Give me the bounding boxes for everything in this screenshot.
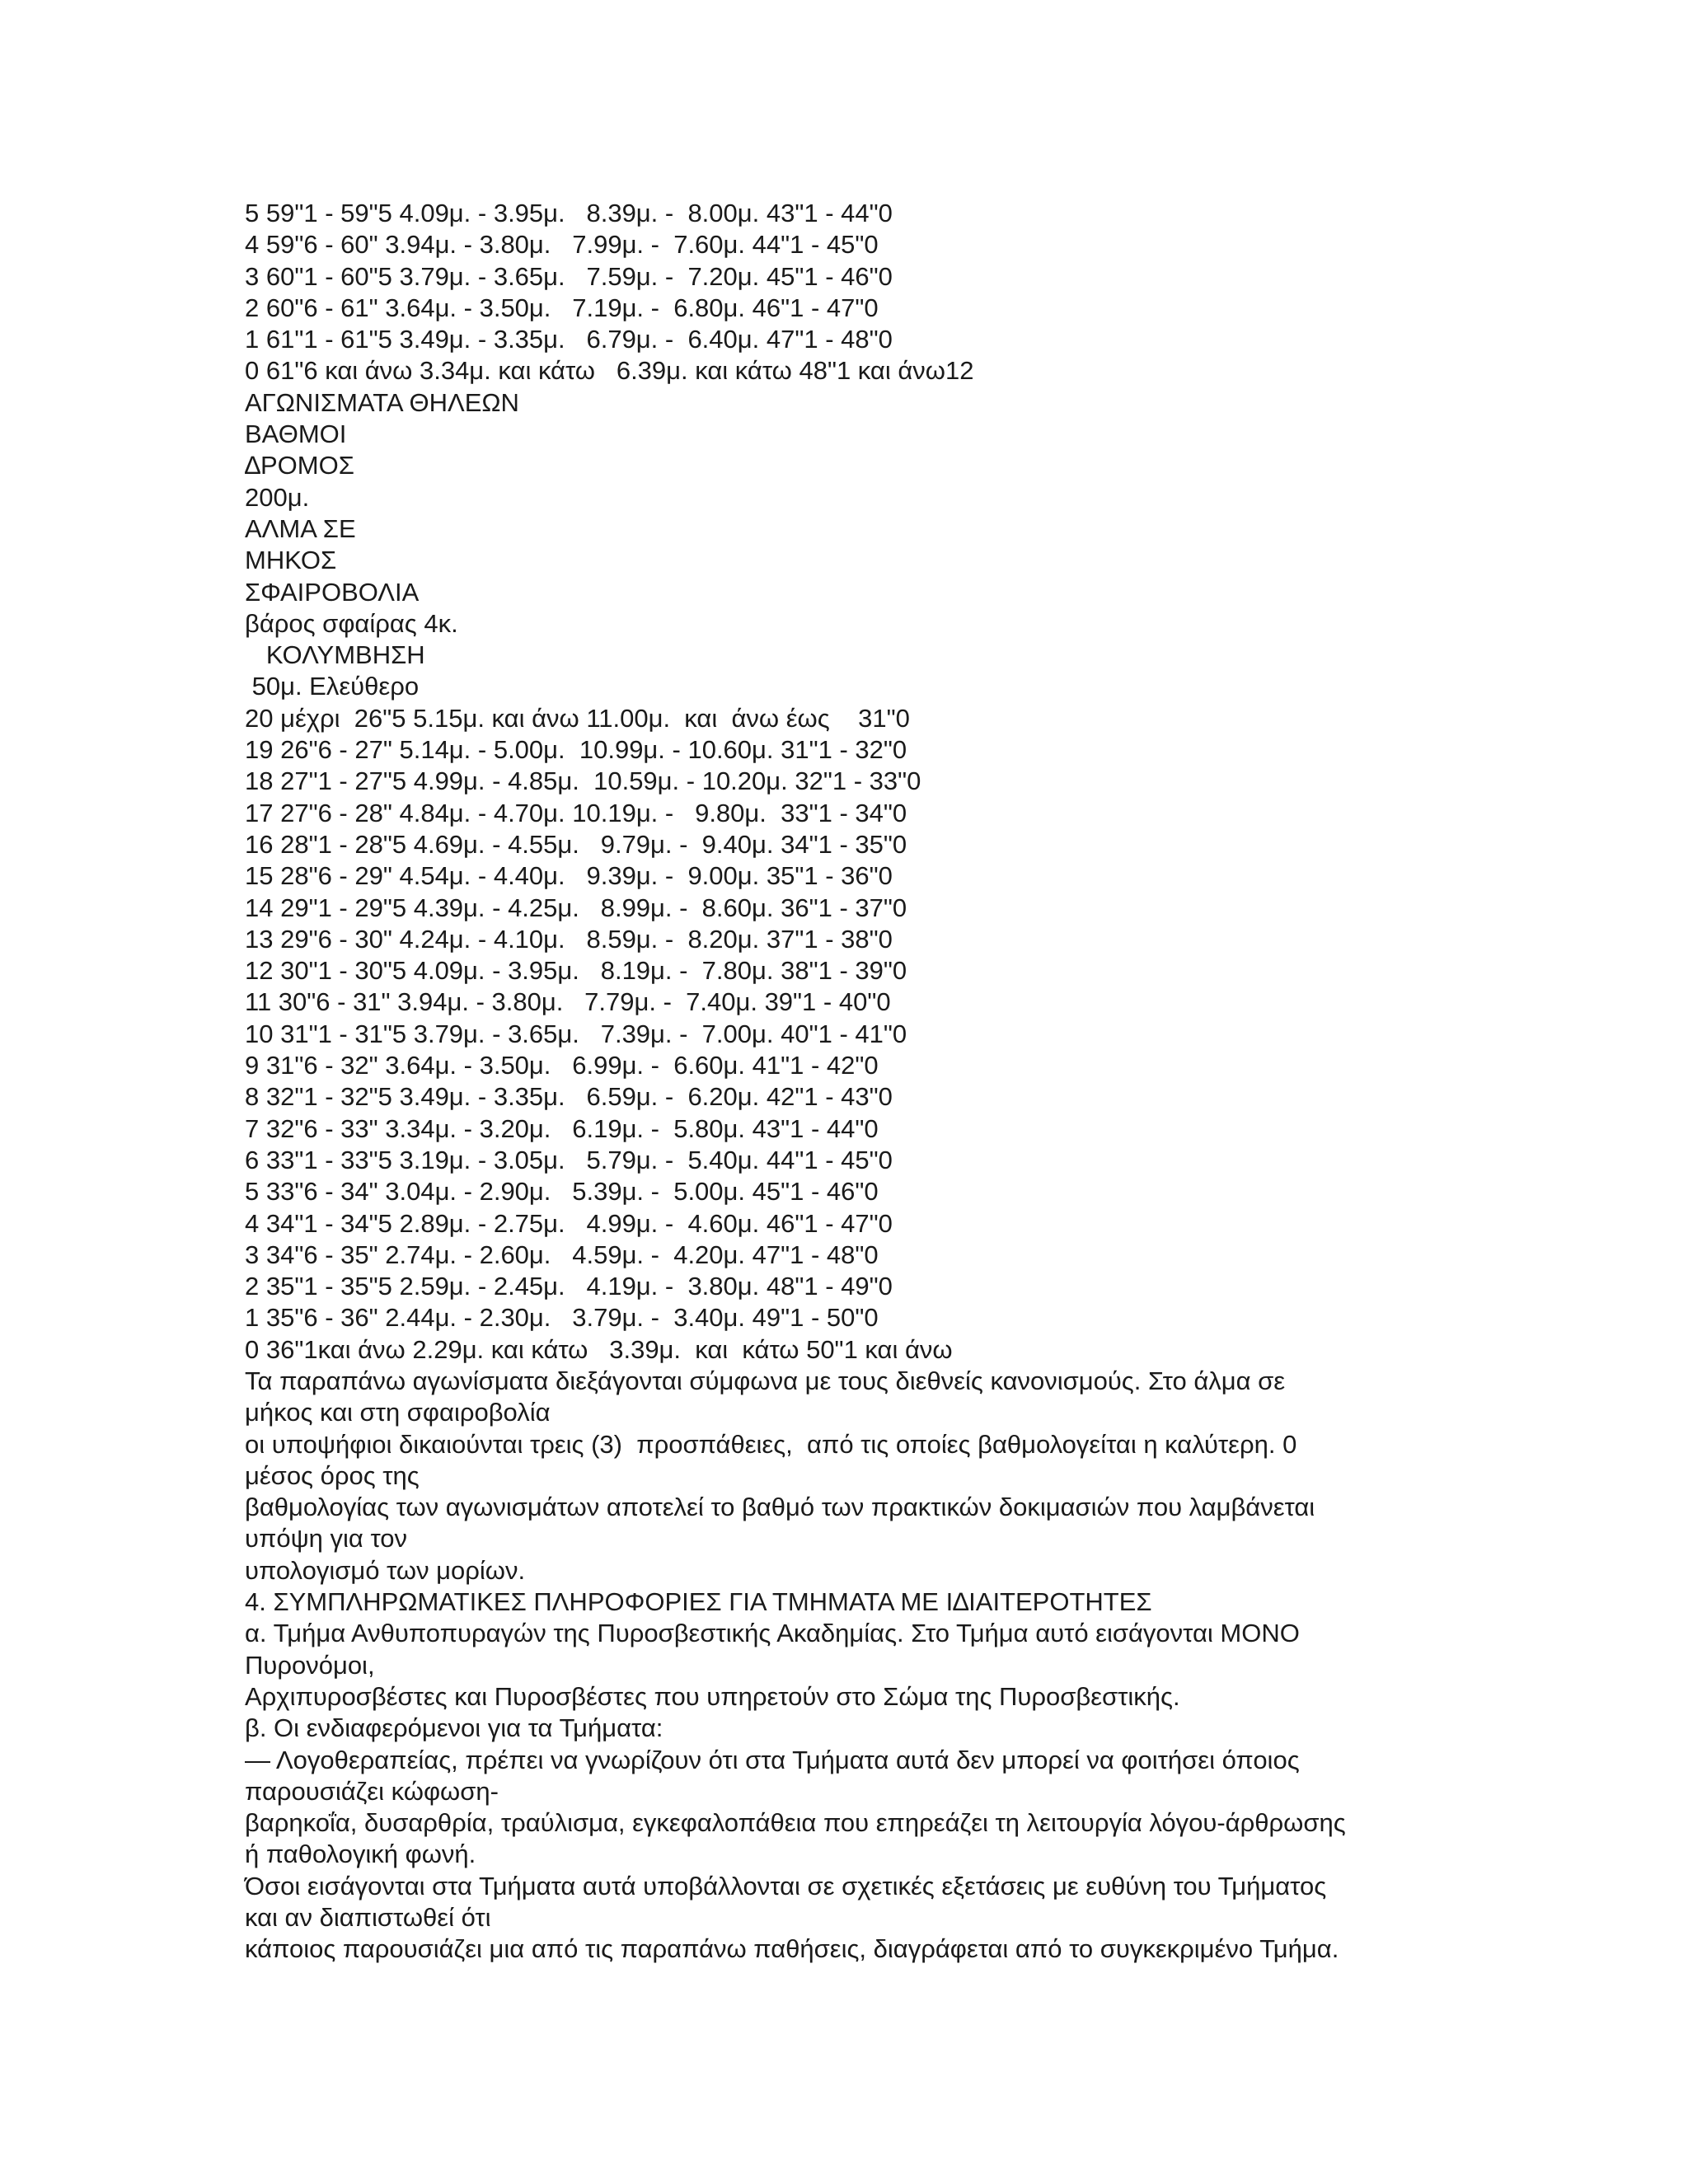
text-line: 50μ. Ελεύθερο (245, 672, 420, 701)
text-line: 1 61"1 - 61"5 3.49μ. - 3.35μ. 6.79μ. - 6.40μ. 47"1 - 48"0 (245, 325, 893, 354)
document-body (245, 198, 1448, 1966)
text-line: 5 33"6 - 34" 3.04μ. - 2.90μ. 5.39μ. - 5.00μ. 45"1 - 46"0 (245, 1177, 879, 1207)
text-line: 200μ. (245, 482, 310, 512)
text-line: 20 μέχρι 26"5 5.15μ. και άνω 11.00μ. και άνω έως 31"0 (245, 703, 910, 733)
text-line: 5 59"1 - 59"5 4.09μ. - 3.95μ. 8.39μ. - 8.00μ. 43"1 - 44"0 (245, 199, 893, 227)
text-line: 2 35"1 - 35"5 2.59μ. - 2.45μ. 4.19μ. - 3.80μ. 48"1 - 49"0 (245, 1272, 893, 1301)
text-line: ∆ΡΟΜΟΣ (245, 451, 354, 480)
text-line: 0 61"6 και άνω 3.34μ. και κάτω 6.39μ. και κάτω 48"1 και άνω12 (245, 356, 974, 386)
text-line: και αν διαπιστωθεί ότι (245, 1903, 491, 1933)
text-line: β. Οι ενδιαφερόμενοι για τα Τμήματα: (245, 1713, 663, 1743)
text-line: ΑΓΩΝΙΣΜΑΤΑ ΘΗΛΕΩΝ (245, 387, 519, 417)
text-line: 9 31"6 - 32" 3.64μ. - 3.50μ. 6.99μ. - 6.60μ. 41"1 - 42"0 (245, 1051, 879, 1080)
text-line: 12 30"1 - 30"5 4.09μ. - 3.95μ. 8.19μ. - 7.80μ. 38"1 - 39"0 (245, 956, 907, 986)
text-line: 11 30"6 - 31" 3.94μ. - 3.80μ. 7.79μ. - 7.40μ. 39"1 - 40"0 (245, 987, 891, 1017)
text-line: 16 28"1 - 28"5 4.69μ. - 4.55μ. 9.79μ. - 9.40μ. 34"1 - 35"0 (245, 829, 907, 859)
text-line: 1 35"6 - 36" 2.44μ. - 2.30μ. 3.79μ. - 3.40μ. 49"1 - 50"0 (245, 1303, 879, 1333)
text-line: 8 32"1 - 32"5 3.49μ. - 3.35μ. 6.59μ. - 6.20μ. 42"1 - 43"0 (245, 1082, 893, 1112)
text-line: — Λογοθεραπείας, πρέπει να γνωρίζουν ότι στα Τμήματα αυτά δεν μπορεί να φοιτήσει όποιος (245, 1745, 1300, 1774)
text-line: 19 26"6 - 27" 5.14μ. - 5.00μ. 10.99μ. - 10.60μ. 31"1 - 32"0 (245, 735, 907, 765)
text-line: ΜΗΚΟΣ (245, 546, 337, 575)
text-line: 7 32"6 - 33" 3.34μ. - 3.20μ. 6.19μ. - 5.80μ. 43"1 - 44"0 (245, 1113, 879, 1143)
text-line: παρουσιάζει κώφωση- (245, 1776, 499, 1806)
text-line: υπόψη για τον (245, 1524, 408, 1554)
text-line: κάποιος παρουσιάζει μια από τις παραπάνω παθήσεις, διαγράφεται από το συγκεκριμένο Τμήμα. (245, 1934, 1339, 1964)
text-line: Πυρονόμοι, (245, 1650, 375, 1680)
text-line: 14 29"1 - 29"5 4.39μ. - 4.25μ. 8.99μ. - 8.60μ. 36"1 - 37"0 (245, 893, 907, 922)
text-line: 2 60"6 - 61" 3.64μ. - 3.50μ. 7.19μ. - 6.80μ. 46"1 - 47"0 (245, 293, 879, 322)
text-line: Αρχιπυροσβέστες και Πυροσβέστες που υπηρετούν στο Σώμα της Πυροσβεστικής. (245, 1681, 1180, 1711)
text-line: 0 36"1και άνω 2.29μ. και κάτω 3.39μ. και κάτω 50"1 και άνω (245, 1334, 953, 1364)
text-line: 13 29"6 - 30" 4.24μ. - 4.10μ. 8.59μ. - 8.20μ. 37"1 - 38"0 (245, 924, 893, 954)
text-line: οι υποψήφιοι δικαιούνται τρεις (3) προσπάθειες, από τις οποίες βαθμολογείται η καλύτερη. 0 (245, 1429, 1297, 1459)
text-line: βαθμολογίας των αγωνισμάτων αποτελεί το βαθμό των πρακτικών δοκιμασιών που λαμβάνεται (245, 1493, 1315, 1522)
text-line: ΚΟΛΥΜΒΗΣΗ (245, 640, 425, 670)
text-line: βαρηκοΐα, δυσαρθρία, τραύλισμα, εγκεφαλοπάθεια που επηρεάζει τη λειτουργία λόγου-άρθρωσης (245, 1808, 1346, 1838)
text-line: 3 34"6 - 35" 2.74μ. - 2.60μ. 4.59μ. - 4.20μ. 47"1 - 48"0 (245, 1240, 879, 1269)
text-line: α. Τμήμα Ανθυποπυραγών της Πυροσβεστικής Ακαδημίας. Στο Τμήμα αυτό εισάγονται ΜΟΝΟ (245, 1619, 1300, 1648)
text-line: μέσος όρος της (245, 1460, 420, 1490)
text-line: ΒΑΘΜΟΙ (245, 419, 347, 449)
text-line: υπολογισμό των μορίων. (245, 1555, 526, 1585)
text-line: 3 60"1 - 60"5 3.79μ. - 3.65μ. 7.59μ. - 7.20μ. 45"1 - 46"0 (245, 261, 893, 291)
text-line: 10 31"1 - 31"5 3.79μ. - 3.65μ. 7.39μ. - 7.00μ. 40"1 - 41"0 (245, 1019, 907, 1048)
text-line: 4. ΣΥΜΠΛΗΡΩΜΑΤΙΚΕΣ ΠΛΗΡΟΦΟΡΙΕΣ ΓΙΑ ΤΜΗΜΑΤΑ ΜΕ Ι∆ΙΑΙΤΕΡΟΤΗΤΕΣ (245, 1587, 1152, 1617)
text-line: ή παθολογική φωνή. (245, 1840, 476, 1869)
text-line: 15 28"6 - 29" 4.54μ. - 4.40μ. 9.39μ. - 9.00μ. 35"1 - 36"0 (245, 861, 893, 891)
text-line: 4 59"6 - 60" 3.94μ. - 3.80μ. 7.99μ. - 7.60μ. 44"1 - 45"0 (245, 230, 879, 260)
text-line: Τα παραπάνω αγωνίσματα διεξάγονται σύμφωνα με τους διεθνείς κανονισμούς. Στο άλμα σε (245, 1366, 1286, 1395)
text-line: 17 27"6 - 28" 4.84μ. - 4.70μ. 10.19μ. - 9.80μ. 33"1 - 34"0 (245, 798, 907, 827)
text-line: 18 27"1 - 27"5 4.99μ. - 4.85μ. 10.59μ. - 10.20μ. 32"1 - 33"0 (245, 766, 921, 796)
text-line: Όσοι εισάγονται στα Τμήματα αυτά υποβάλλονται σε σχετικές εξετάσεις με ευθύνη του Τμήματος (245, 1871, 1327, 1900)
text-line: ΑΛΜΑ ΣΕ (245, 513, 356, 543)
text-line: ΣΦΑΙΡΟΒΟΛΙΑ (245, 577, 420, 607)
text-line: 6 33"1 - 33"5 3.19μ. - 3.05μ. 5.79μ. - 5.40μ. 44"1 - 45"0 (245, 1145, 893, 1174)
text-line: μήκος και στη σφαιροβολία (245, 1398, 551, 1427)
text-line: βάρος σφαίρας 4κ. (245, 608, 458, 638)
text-line: 4 34"1 - 34"5 2.89μ. - 2.75μ. 4.99μ. - 4.60μ. 46"1 - 47"0 (245, 1208, 893, 1238)
